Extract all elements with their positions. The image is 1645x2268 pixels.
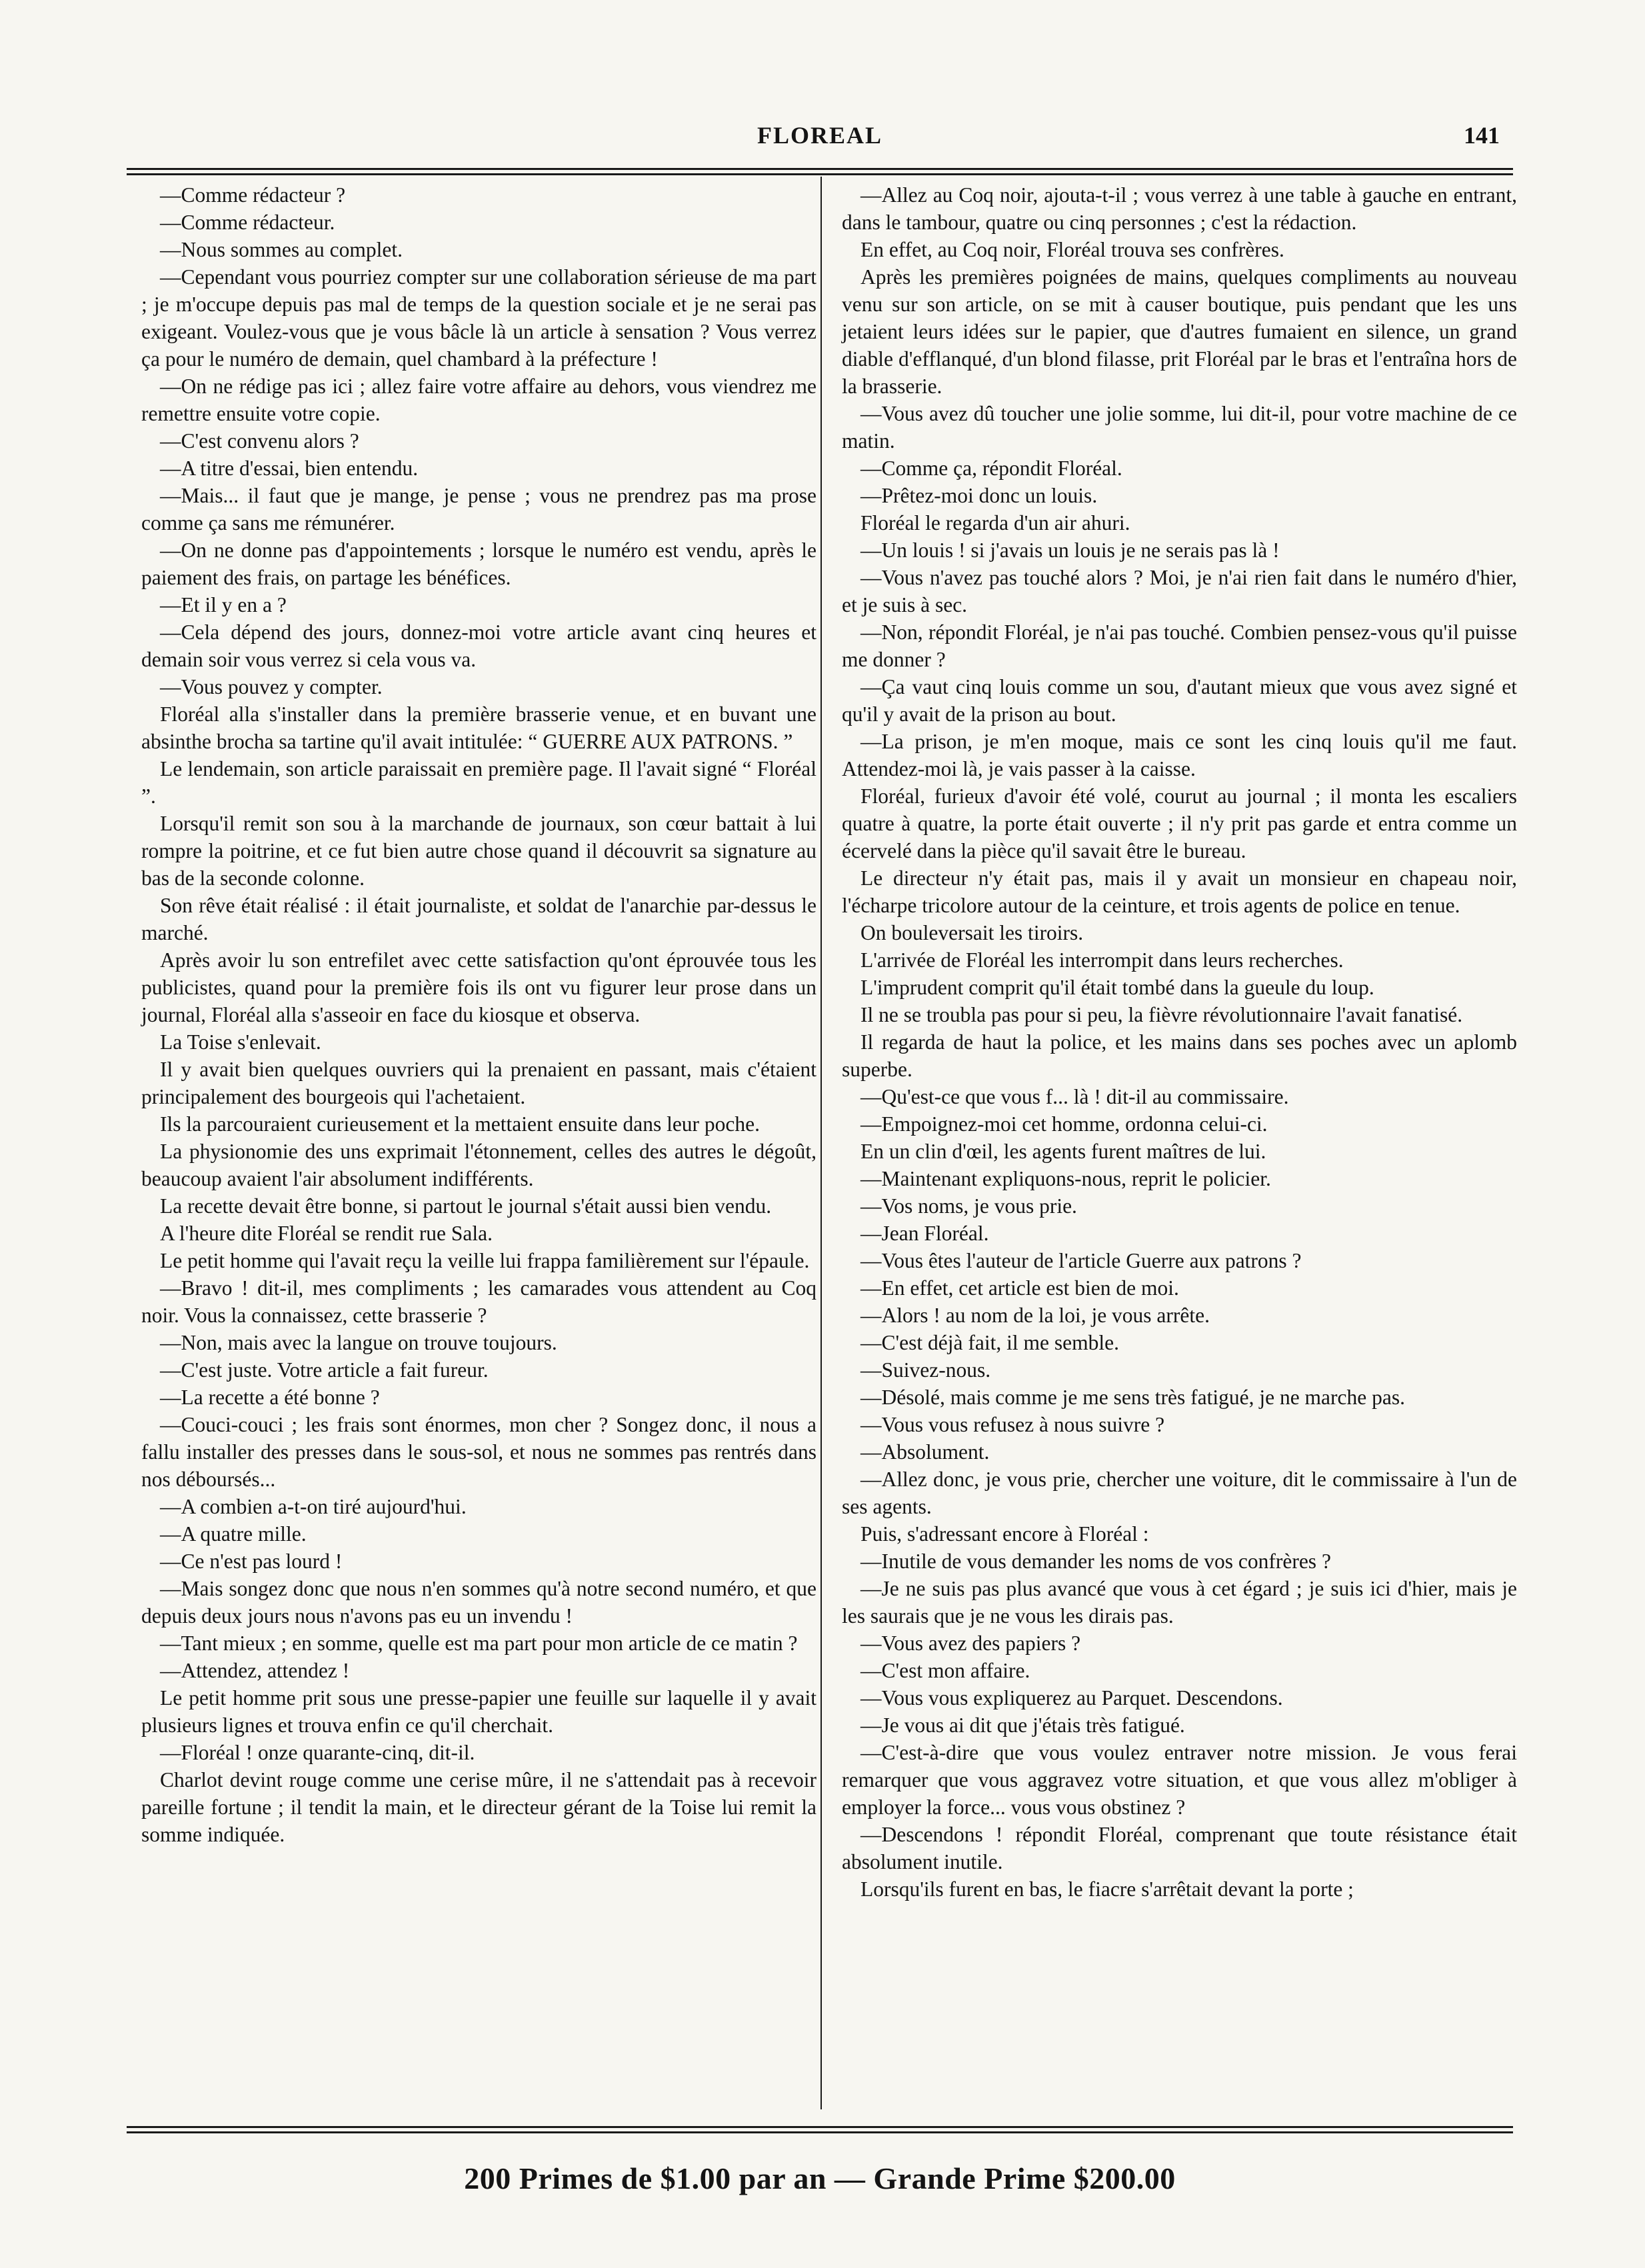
- paragraph: —Comme rédacteur ?: [160, 183, 346, 207]
- footer-advertisement: 200 Primes de $1.00 par an — Grande Prime $200.00: [464, 2161, 1176, 2195]
- paragraph: Le lendemain, son article paraissait en première page. Il l'avait signé “ Floréal ”.: [141, 757, 817, 808]
- paragraph: Floréal le regarda d'un air ahuri.: [860, 511, 1130, 535]
- paragraph: —Descendons ! répondit Floréal, comprenant que toute résistance était absolument inutile.: [842, 1823, 1517, 1873]
- paragraph: —Mais... il faut que je mange, je pense ; vous ne prendrez pas ma prose comme ça sans me rémunérer.: [141, 484, 817, 535]
- footer-rule-top: [127, 2126, 1513, 2128]
- paragraph: La recette devait être bonne, si partout le journal s'était aussi bien vendu.: [160, 1194, 772, 1218]
- running-title: FLOREAL: [757, 122, 883, 149]
- paragraph: —Je vous ai dit que j'étais très fatigué.: [860, 1713, 1185, 1737]
- paragraph: Son rêve était réalisé : il était journaliste, et soldat de l'anarchie par-dessus le marché.: [141, 894, 817, 944]
- paragraph: —Un louis ! si j'avais un louis je ne serais pas là !: [860, 539, 1280, 562]
- paragraph: —Jean Floréal.: [860, 1222, 989, 1245]
- paragraph: Floréal, furieux d'avoir été volé, courut au journal ; il monta les escaliers quatre à quatre, la porte était ouverte ; il n'y prit pas garde et entra comme un écervelé dans la pièce qu'il savait être le bureau.: [842, 784, 1517, 862]
- header-rule-top: [127, 168, 1513, 170]
- paragraph: —Suivez-nous.: [860, 1358, 991, 1382]
- right-column: [842, 181, 1517, 1903]
- paragraph: —Je ne suis pas plus avancé que vous à cet égard ; je suis ici d'hier, mais je les saurais que je ne vous les dirais pas.: [842, 1577, 1517, 1628]
- paragraph: Il regarda de haut la police, et les mains dans ses poches avec un aplomb superbe.: [842, 1030, 1517, 1081]
- paragraph: —Mais songez donc que nous n'en sommes qu'à notre second numéro, et que depuis deux jours nous n'avons pas eu un invendu !: [141, 1577, 817, 1628]
- paragraph: —Attendez, attendez !: [160, 1659, 350, 1682]
- paragraph: —Comme ça, répondit Floréal.: [860, 457, 1122, 480]
- paragraph: —C'est mon affaire.: [860, 1659, 1030, 1682]
- paragraph: —C'est convenu alors ?: [160, 429, 359, 453]
- paragraph: —Allez donc, je vous prie, chercher une voiture, dit le commissaire à l'un de ses agents.: [842, 1468, 1517, 1518]
- paragraph: La Toise s'enlevait.: [160, 1030, 321, 1054]
- paragraph: Ils la parcouraient curieusement et la mettaient ensuite dans leur poche.: [160, 1112, 761, 1136]
- paragraph: —C'est déjà fait, il me semble.: [860, 1331, 1119, 1354]
- paragraph: —A titre d'essai, bien entendu.: [160, 457, 419, 480]
- paragraph: —Non, mais avec la langue on trouve toujours.: [160, 1331, 557, 1354]
- paragraph: Lorsqu'il remit son sou à la marchande de journaux, son cœur battait à lui rompre la poitrine, et ce fut bien autre chose quand il découvrit sa signature au bas de la seconde colonne.: [141, 812, 817, 890]
- paragraph: —La prison, je m'en moque, mais ce sont les cinq louis qu'il me faut. Attendez-moi là, je vais passer à la caisse.: [842, 730, 1517, 780]
- paragraph: Lorsqu'ils furent en bas, le fiacre s'arrêtait devant la porte ;: [860, 1877, 1354, 1901]
- paragraph: —Empoignez-moi cet homme, ordonna celui-ci.: [860, 1112, 1268, 1136]
- paragraph: L'imprudent comprit qu'il était tombé dans la gueule du loup.: [860, 976, 1374, 999]
- paragraph: —Prêtez-moi donc un louis.: [860, 484, 1098, 507]
- paragraph: —Ce n'est pas lourd !: [160, 1550, 343, 1573]
- paragraph: —Vous avez dû toucher une jolie somme, lui dit-il, pour votre machine de ce matin.: [842, 402, 1517, 453]
- paragraph: —Désolé, mais comme je me sens très fatigué, je ne marche pas.: [860, 1386, 1405, 1409]
- paragraph: Le petit homme qui l'avait reçu la veille lui frappa familièrement sur l'épaule.: [160, 1249, 810, 1272]
- paragraph: —Vous vous refusez à nous suivre ?: [860, 1413, 1165, 1436]
- paragraph: —Vous n'avez pas touché alors ? Moi, je n'ai rien fait dans le numéro d'hier, et je suis à sec.: [842, 566, 1517, 616]
- paragraph: On bouleversait les tiroirs.: [860, 921, 1084, 944]
- paragraph: Le directeur n'y était pas, mais il y avait un monsieur en chapeau noir, l'écharpe tricolore autour de la ceinture, et trois agents de police en tenue.: [842, 866, 1517, 917]
- paragraph: Puis, s'adressant encore à Floréal :: [860, 1522, 1149, 1546]
- left-column: [141, 181, 817, 1848]
- paragraph: En effet, au Coq noir, Floréal trouva ses confrères.: [860, 238, 1284, 261]
- paragraph: —On ne rédige pas ici ; allez faire votre affaire au dehors, vous viendrez me remettre ensuite votre copie.: [141, 375, 817, 425]
- column-divider: [821, 177, 822, 2109]
- paragraph: —Et il y en a ?: [160, 593, 287, 616]
- paragraph: —A quatre mille.: [160, 1522, 307, 1546]
- paragraph: L'arrivée de Floréal les interrompit dans leurs recherches.: [860, 948, 1344, 972]
- paragraph: A l'heure dite Floréal se rendit rue Sala.: [160, 1222, 493, 1245]
- paragraph: —C'est juste. Votre article a fait fureur.: [160, 1358, 489, 1382]
- paragraph: —Absolument.: [860, 1440, 990, 1464]
- paragraph: La physionomie des uns exprimait l'étonnement, celles des autres le dégoût, beaucoup avaient l'air absolument indifférents.: [141, 1140, 817, 1190]
- paragraph: —Cela dépend des jours, donnez-moi votre article avant cinq heures et demain soir vous verrez si cela vous va.: [141, 620, 817, 671]
- paragraph: En un clin d'œil, les agents furent maîtres de lui.: [860, 1140, 1266, 1163]
- paragraph: —Maintenant expliquons-nous, reprit le policier.: [860, 1167, 1271, 1190]
- paragraph: —En effet, cet article est bien de moi.: [860, 1276, 1179, 1300]
- paragraph: —Floréal ! onze quarante-cinq, dit-il.: [160, 1741, 475, 1764]
- paragraph: Il ne se troubla pas pour si peu, la fièvre révolutionnaire l'avait fanatisé.: [860, 1003, 1463, 1026]
- paragraph: Charlot devint rouge comme une cerise mûre, il ne s'attendait pas à recevoir pareille fortune ; il tendit la main, et le directeur gérant de la Toise lui remit la somme indiquée.: [141, 1768, 817, 1846]
- paragraph: —Non, répondit Floréal, je n'ai pas touché. Combien pensez-vous qu'il puisse me donner ?: [842, 620, 1517, 671]
- paragraph: —Vous vous expliquerez au Parquet. Descendons.: [860, 1686, 1283, 1709]
- paragraph: —La recette a été bonne ?: [160, 1386, 380, 1409]
- paragraph: —Qu'est-ce que vous f... là ! dit-il au commissaire.: [860, 1085, 1289, 1108]
- paragraph: Après les premières poignées de mains, quelques compliments au nouveau venu sur son article, on se mit à causer boutique, puis pendant que les uns jetaient leurs idées sur le papier, que d'autres fumaient en silence, un grand diable d'efflanqué, d'un blond filasse, prit Floréal par le bras et l'entraîna hors de la brasserie.: [842, 265, 1517, 398]
- paragraph: —Ça vaut cinq louis comme un sou, d'autant mieux que vous avez signé et qu'il y avait de la prison au bout.: [842, 675, 1517, 726]
- paragraph: —Tant mieux ; en somme, quelle est ma part pour mon article de ce matin ?: [160, 1632, 798, 1655]
- paragraph: —Nous sommes au complet.: [160, 238, 403, 261]
- paragraph: Après avoir lu son entrefilet avec cette satisfaction qu'ont éprouvée tous les publicistes, quand pour la première fois ils ont vu figurer leur prose dans un journal, Floréal alla s'asseoir en face du kiosque et observa.: [141, 948, 817, 1026]
- paragraph: —Vous pouvez y compter.: [160, 675, 383, 698]
- paragraph: —Vous êtes l'auteur de l'article Guerre aux patrons ?: [860, 1249, 1302, 1272]
- paragraph: —Couci-couci ; les frais sont énormes, mon cher ? Songez donc, il nous a fallu installer des presses dans le sous-sol, et nous ne sommes pas rentrés dans nos déboursés...: [141, 1413, 817, 1491]
- paragraph: —A combien a-t-on tiré aujourd'hui.: [160, 1495, 467, 1518]
- paragraph: —Bravo ! dit-il, mes compliments ; les camarades vous attendent au Coq noir. Vous la connaissez, cette brasserie ?: [141, 1276, 817, 1327]
- page-number: 141: [1464, 122, 1500, 149]
- paragraph: —Alors ! au nom de la loi, je vous arrête.: [860, 1304, 1210, 1327]
- paragraph: —Cependant vous pourriez compter sur une collaboration sérieuse de ma part ; je m'occupe depuis pas mal de temps de la question sociale et je ne serai pas exigeant. Voulez-vous que je vous bâcle là un article à sensation ? Vous verrez ça pour le numéro de demain, quel chambard à la préfecture !: [141, 265, 817, 371]
- header-rule-bottom: [127, 173, 1513, 175]
- page-header: [127, 121, 1513, 161]
- paragraph: —On ne donne pas d'appointements ; lorsque le numéro est vendu, après le paiement des frais, on partage les bénéfices.: [141, 539, 817, 589]
- paragraph: —Inutile de vous demander les noms de vos confrères ?: [860, 1550, 1331, 1573]
- paragraph: Floréal alla s'installer dans la première brasserie venue, et en buvant une absinthe brocha sa tartine qu'il avait intitulée: “ GUERRE AUX PATRONS. ”: [141, 702, 817, 753]
- paragraph: —Vous avez des papiers ?: [860, 1632, 1081, 1655]
- paragraph: Le petit homme prit sous une presse-papier une feuille sur laquelle il y avait plusieurs lignes et trouva enfin ce qu'il cherchait.: [141, 1686, 817, 1737]
- paragraph: —C'est-à-dire que vous voulez entraver notre mission. Je vous ferai remarquer que vous aggravez votre situation, et que vous allez m'obliger à employer la force... vous vous obstinez ?: [842, 1741, 1517, 1819]
- paragraph: Il y avait bien quelques ouvriers qui la prenaient en passant, mais c'étaient principalement des bourgeois qui l'achetaient.: [141, 1058, 817, 1108]
- paragraph: —Comme rédacteur.: [160, 211, 335, 234]
- paragraph: —Vos noms, je vous prie.: [860, 1194, 1077, 1218]
- footer-rule-bottom: [127, 2131, 1513, 2133]
- paragraph: —Allez au Coq noir, ajouta-t-il ; vous verrez à une table à gauche en entrant, dans le tambour, quatre ou cinq personnes ; c'est la rédaction.: [842, 183, 1517, 234]
